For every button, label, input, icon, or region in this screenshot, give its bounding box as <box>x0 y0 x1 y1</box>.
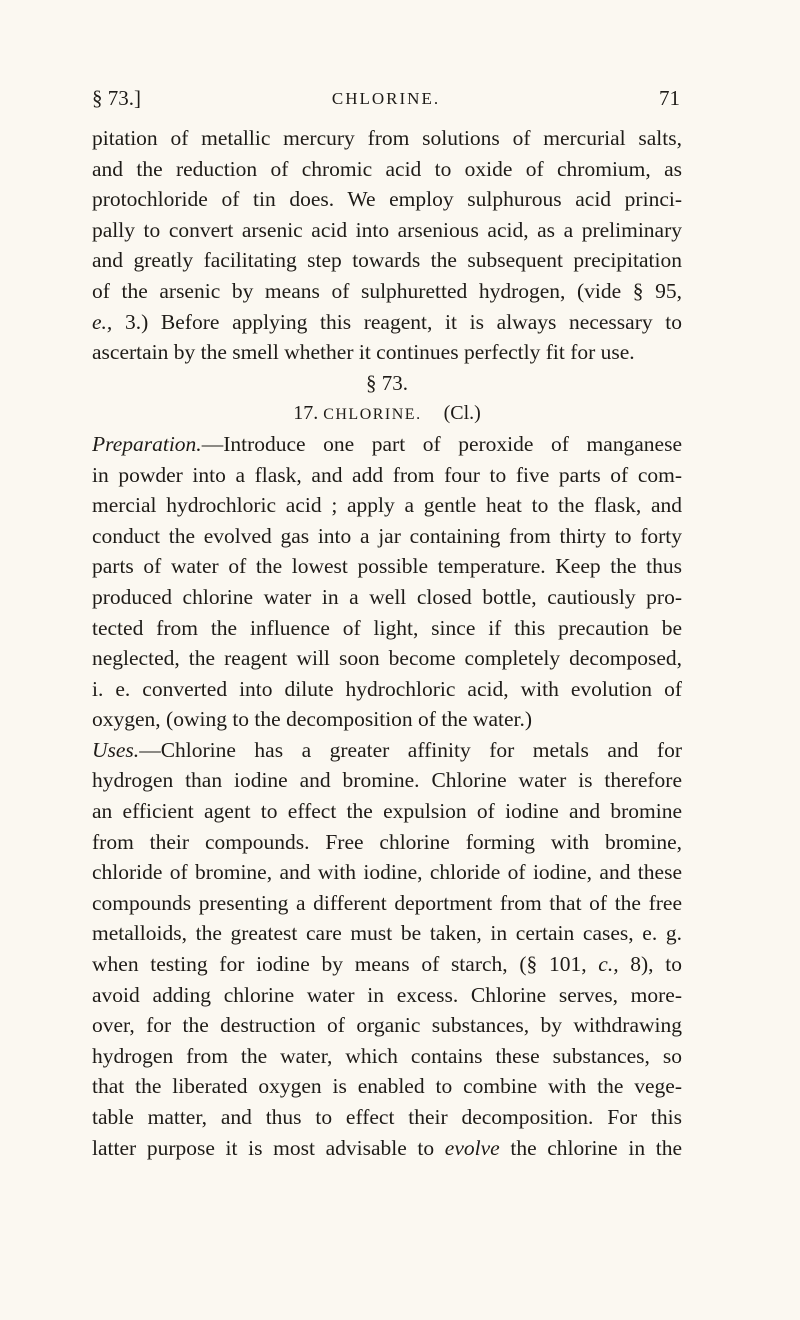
section-heading <box>92 398 682 429</box>
italic-text: e., <box>92 309 113 334</box>
text-line <box>92 949 682 980</box>
text-line: tected from the influence of light, since if this precaution be <box>92 615 682 640</box>
text-line: produced chlorine water in a well closed bottle, cautiously pro- <box>92 584 682 609</box>
text-line: avoid adding chlorine water in excess. Chlorine serves, more- <box>92 982 682 1007</box>
text-line <box>92 1133 682 1164</box>
text-line: that the liberated oxygen is enabled to combine with the vege- <box>92 1074 682 1099</box>
paragraph-label-uses: Uses. <box>92 737 140 762</box>
body-text <box>92 123 682 1163</box>
text-line: metalloids, the greatest care must be taken, in certain cases, e. g. <box>92 921 682 946</box>
text-line: an efficient agent to effect the expulsion of iodine and bromine <box>92 799 682 824</box>
text-line: hydrogen than iodine and bromine. Chlorine water is therefore <box>92 768 682 793</box>
text-line: and the reduction of chromic acid to oxide of chromium, as <box>92 156 682 181</box>
text-line: hydrogen from the water, which contains these substances, so <box>92 1043 682 1068</box>
section-mark: § 73. <box>366 370 408 395</box>
text-line <box>92 307 682 338</box>
running-head <box>92 86 680 112</box>
section-title: CHLORINE. <box>323 406 422 424</box>
text-fragment: when testing for iodine by means of starch, (§ 101, <box>92 952 599 977</box>
text-line: table matter, and thus to effect their decomposition. For this <box>92 1105 682 1129</box>
section-number: 17. <box>293 402 319 425</box>
text-line: pally to convert arsenic acid into arsenious acid, as a preliminary <box>92 217 682 242</box>
text-line: oxygen, (owing to the decomposition of the water.) <box>92 707 533 732</box>
text-fragment: the chlorine in the <box>499 1135 682 1160</box>
paragraph-label-preparation: Preparation. <box>92 431 202 456</box>
text-line: in powder into a flask, and add from four to five parts of com- <box>92 462 682 487</box>
running-title: CHLORINE. <box>331 89 441 108</box>
chemical-formula: (Cl.) <box>443 402 481 425</box>
text-line: mercial hydrochloric acid ; apply a gentle heat to the flask, and <box>92 493 682 518</box>
text-line: chloride of bromine, and with iodine, chloride of iodine, and these <box>92 860 682 885</box>
text-line: parts of water of the lowest possible temperature. Keep the thus <box>92 554 682 579</box>
text-line: from their compounds. Free chlorine forming with bromine, <box>92 829 682 854</box>
italic-text: evolve <box>444 1135 500 1160</box>
text-line: neglected, the reagent will soon become completely decomposed, <box>92 646 682 671</box>
text-line: conduct the evolved gas into a jar containing from thirty to forty <box>92 523 682 548</box>
text-line: and greatly facilitating step towards the subsequent precipitation <box>92 248 682 273</box>
text-line: ascertain by the smell whether it continues perfectly fit for use. <box>92 340 635 365</box>
text-fragment: —Chlorine has a greater affinity for metals and for <box>139 737 682 762</box>
section-reference: § 73.] <box>92 86 141 110</box>
italic-text: c., <box>598 952 619 977</box>
text-line: protochloride of tin does. We employ sulphurous acid princi- <box>92 187 682 212</box>
text-fragment: 3.) Before applying this reagent, it is always necessary to <box>112 309 682 334</box>
text-line: over, for the destruction of organic substances, by withdrawing <box>92 1013 682 1038</box>
text-fragment: latter purpose it is most advisable to <box>92 1135 445 1160</box>
text-line: pitation of metallic mercury from solutions of mercurial salts, <box>92 126 682 150</box>
text-line <box>92 735 682 766</box>
text-fragment: —Introduce one part of peroxide of manganese <box>201 431 682 456</box>
text-line: i. e. converted into dilute hydrochloric acid, with evolution of <box>92 676 682 701</box>
text-line: of the arsenic by means of sulphuretted hydrogen, (vide § 95, <box>92 278 682 303</box>
text-fragment: 8), to <box>618 952 682 977</box>
text-line: compounds presenting a different deportment from that of the free <box>92 890 682 915</box>
page-number: 71 <box>659 86 680 110</box>
text-line <box>92 429 682 460</box>
